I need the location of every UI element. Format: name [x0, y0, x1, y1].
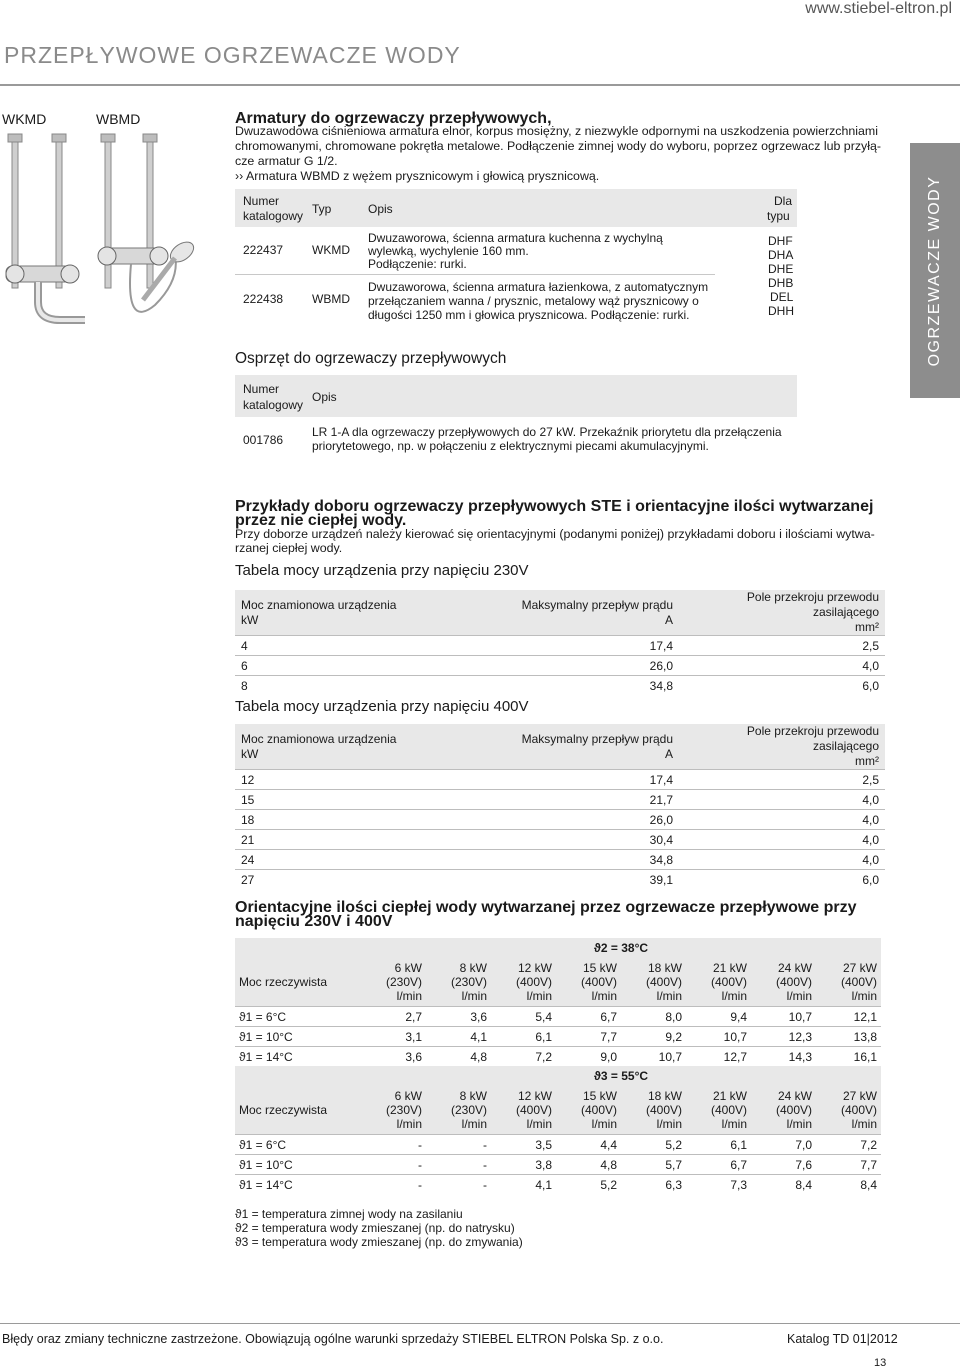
- tab400-moc: 27: [235, 870, 457, 890]
- col-unit: l/min: [396, 989, 422, 1003]
- moc-label: Moc rzeczywista: [235, 958, 361, 1007]
- cell: 12,1: [816, 1007, 881, 1027]
- side-tab-label: OGRZEWACZE WODY: [926, 175, 943, 367]
- osprzet-opis-1: LR 1-A dla ogrzewaczy przepływowych do 27 kW. Przekaźnik priorytetu dla przełączenia: [312, 425, 782, 439]
- side-tab: [910, 143, 960, 398]
- tab230-moc: 8: [235, 676, 457, 696]
- col-kw: 15 kW: [582, 961, 617, 975]
- cell: 4,1: [491, 1175, 556, 1195]
- col-volt: (230V): [450, 1103, 487, 1117]
- tab230-h2-2: A: [664, 612, 673, 627]
- col-unit: l/min: [396, 1117, 422, 1131]
- ilosci-table: [235, 938, 881, 1194]
- col-unit: l/min: [591, 1117, 617, 1131]
- cell: -: [426, 1155, 491, 1175]
- row-label: ϑ1 = 6°C: [235, 1007, 361, 1027]
- dla-typu-2: DHA: [768, 248, 794, 262]
- cell: 2,7: [361, 1007, 426, 1027]
- tab230-przekroj: 2,5: [679, 636, 885, 656]
- col-volt: (400V): [710, 975, 747, 989]
- cell: 10,7: [686, 1027, 751, 1047]
- osprzet-numer: 001786: [243, 433, 284, 447]
- armatura-1-opis-3: Podłączenie: rurki.: [368, 257, 467, 271]
- cell: 7,2: [491, 1047, 556, 1067]
- footer-note: Błędy oraz zmiany techniczne zastrzeżone. Obowiązują ogólne warunki sprzedaży STIEBEL ELTRON Polska Sp. z o.o.: [2, 1332, 664, 1346]
- cell: 4,1: [426, 1027, 491, 1047]
- legend-3: ϑ3 = temperatura wody zmieszanej (np. do zmywania): [235, 1235, 523, 1249]
- tab230-h1-1: Moc znamionowa urządzenia: [241, 597, 397, 612]
- table-row: [235, 1155, 881, 1175]
- tab230-przekroj: 6,0: [679, 676, 885, 696]
- row-label: ϑ1 = 10°C: [235, 1155, 361, 1175]
- armatura-2-numer: 222438: [243, 292, 284, 306]
- col-kw: 6 kW: [394, 961, 422, 975]
- table-row: [235, 870, 885, 890]
- col-unit: l/min: [786, 989, 812, 1003]
- tab400-h2-2: A: [664, 746, 673, 761]
- tab230-table: [235, 590, 885, 695]
- col-volt: (400V): [710, 1103, 747, 1117]
- cell: 6,7: [686, 1155, 751, 1175]
- table-row: [235, 1007, 881, 1027]
- tab400-prad: 34,8: [457, 850, 679, 870]
- cell: 12,3: [751, 1027, 816, 1047]
- cell: -: [426, 1175, 491, 1195]
- cell: 12,7: [686, 1047, 751, 1067]
- tab230-prad: 26,0: [457, 656, 679, 676]
- col-volt: (230V): [450, 975, 487, 989]
- cell: 5,2: [621, 1135, 686, 1155]
- tab230-prad: 17,4: [457, 636, 679, 656]
- tab400-przekroj: 4,0: [679, 810, 885, 830]
- osprzet-col-numer-1: Numer: [243, 382, 280, 396]
- cell: 8,4: [816, 1175, 881, 1195]
- tab400-przekroj: 4,0: [679, 850, 885, 870]
- ilosci-title-2: napięciu 230V i 400V: [235, 913, 393, 930]
- cell: 10,7: [621, 1047, 686, 1067]
- col-typ: Typ: [312, 202, 332, 216]
- ilosci-title-1: Orientacyjne ilości ciepłej wody wytwarzanej przez ogrzewacze przepływowe przy: [235, 899, 857, 916]
- tab400-h2-1: Maksymalny przepływ prądu: [521, 731, 673, 746]
- tab230-h3-2: mm²: [855, 620, 879, 634]
- cell: 8,0: [621, 1007, 686, 1027]
- osprzet-col-opis: Opis: [312, 390, 337, 404]
- table-row: [235, 656, 885, 676]
- cell: 6,3: [621, 1175, 686, 1195]
- armatury-text-3: cze armatur G 1/2.: [235, 154, 338, 168]
- cell: 9,2: [621, 1027, 686, 1047]
- row-label: ϑ1 = 14°C: [235, 1047, 361, 1067]
- cell: 8,4: [751, 1175, 816, 1195]
- website-url: www.stiebel-eltron.pl: [805, 0, 952, 17]
- table-row: [235, 810, 885, 830]
- cell: 3,6: [426, 1007, 491, 1027]
- faucet-wbmd-illustration: [95, 130, 205, 360]
- armatury-text-4: ›› Armatura WBMD z wężem prysznicowym i głowicą prysznicową.: [235, 169, 600, 183]
- cell: 9,0: [556, 1047, 621, 1067]
- osprzet-title: Osprzęt do ogrzewaczy przepływowych: [235, 350, 507, 367]
- tab400-moc: 21: [235, 830, 457, 850]
- armatura-2-typ: WBMD: [312, 292, 350, 306]
- page-title: PRZEPŁYWOWE OGRZEWACZE WODY: [4, 42, 461, 68]
- cell: 14,3: [751, 1047, 816, 1067]
- armatury-title: Armatury do ogrzewaczy przepływowych,: [235, 110, 552, 127]
- col-dla-1: Dla: [774, 194, 793, 208]
- col-unit: l/min: [461, 1117, 487, 1131]
- cell: -: [361, 1135, 426, 1155]
- col-kw: 8 kW: [459, 961, 487, 975]
- col-volt: (400V): [580, 1103, 617, 1117]
- legend-2: ϑ2 = temperatura wody zmieszanej (np. do natrysku): [235, 1221, 515, 1235]
- cell: 4,4: [556, 1135, 621, 1155]
- cell: -: [361, 1155, 426, 1175]
- armatury-text-2: chromowanymi, chromowane pokrętła metalowe. Podłączenie zimnej wody do wyboru, poprzez ogrzewacz lub przyłą-: [235, 139, 881, 153]
- col-kw: 27 kW: [842, 961, 877, 975]
- col-unit: l/min: [526, 1117, 552, 1131]
- table-row: [235, 1027, 881, 1047]
- col-kw: 12 kW: [517, 1089, 552, 1103]
- tab230-title: Tabela mocy urządzenia przy napięciu 230V: [235, 562, 529, 579]
- armatura-2-opis-1: Dwuzaworowa, ścienna armatura łazienkowa, z automatycznym: [368, 280, 709, 294]
- table-row: [235, 850, 885, 870]
- armatura-2-opis-2: przełączaniem wanna / prysznic, metalowy wąż prysznicowy o: [368, 294, 699, 308]
- cell: 7,7: [556, 1027, 621, 1047]
- tab400-moc: 12: [235, 770, 457, 790]
- moc-label: Moc rzeczywista: [235, 1086, 361, 1135]
- page-number: 13: [874, 1357, 887, 1369]
- tab400-moc: 15: [235, 790, 457, 810]
- col-unit: l/min: [851, 989, 877, 1003]
- col-volt: (400V): [580, 975, 617, 989]
- tab230-prad: 34,8: [457, 676, 679, 696]
- col-opis: Opis: [368, 202, 393, 216]
- col-kw: 24 kW: [777, 1089, 812, 1103]
- cell: 3,8: [491, 1155, 556, 1175]
- footer-divider: [0, 1323, 960, 1324]
- tab400-prad: 39,1: [457, 870, 679, 890]
- dla-typu-5: DEL: [770, 290, 794, 304]
- col-unit: l/min: [721, 1117, 747, 1131]
- armatura-2-opis-3: długości 1250 mm i głowica prysznicowa. Podłączenie: rurki.: [368, 308, 690, 322]
- col-volt: (400V): [645, 1103, 682, 1117]
- cell: 3,6: [361, 1047, 426, 1067]
- table-row: [235, 1135, 881, 1155]
- tab400-h3-2: mm²: [855, 754, 879, 768]
- cell: 7,0: [751, 1135, 816, 1155]
- product-label-wkmd: WKMD: [2, 111, 47, 127]
- col-dla-2: typu: [767, 209, 790, 223]
- tab400-przekroj: 6,0: [679, 870, 885, 890]
- col-volt: (400V): [775, 975, 812, 989]
- przyklady-title-1: Przykłady doboru ogrzewaczy przepływowych STE i orientacyjne ilości wytwarzanej: [235, 498, 874, 515]
- col-unit: l/min: [461, 989, 487, 1003]
- tab230-moc: 6: [235, 656, 457, 676]
- cell: 7,3: [686, 1175, 751, 1195]
- tab230-h3-1: Pole przekroju przewodu zasilającego: [746, 590, 879, 619]
- dla-typu-4: DHB: [768, 276, 794, 290]
- przyklady-text-1: Przy doborze urządzeń należy kierować się orientacyjnymi (podanymi poniżej) przykładami doboru i ilościami wytwa-: [235, 527, 875, 541]
- dla-typu-1: DHF: [768, 234, 793, 248]
- cell: 5,2: [556, 1175, 621, 1195]
- cell: 7,7: [816, 1155, 881, 1175]
- cell: 4,8: [426, 1047, 491, 1067]
- col-kw: 18 kW: [647, 1089, 682, 1103]
- row-divider: [235, 274, 715, 275]
- armatura-1-numer: 222437: [243, 243, 284, 257]
- table-row: [235, 676, 885, 696]
- col-volt: (400V): [840, 975, 877, 989]
- col-kw: 8 kW: [459, 1089, 487, 1103]
- faucet-wkmd-illustration: [0, 130, 100, 360]
- col-volt: (230V): [385, 975, 422, 989]
- col-unit: l/min: [721, 989, 747, 1003]
- table-row: [235, 1175, 881, 1195]
- cell: 9,4: [686, 1007, 751, 1027]
- tab400-prad: 21,7: [457, 790, 679, 810]
- row-label: ϑ1 = 10°C: [235, 1027, 361, 1047]
- table-row: [235, 830, 885, 850]
- tab400-h3-1: Pole przekroju przewodu zasilającego: [746, 724, 879, 753]
- table-row: [235, 1047, 881, 1067]
- cell: -: [426, 1135, 491, 1155]
- tab400-table: [235, 724, 885, 889]
- col-kw: 21 kW: [712, 1089, 747, 1103]
- col-unit: l/min: [656, 1117, 682, 1131]
- cell: 6,1: [686, 1135, 751, 1155]
- band-55: ϑ3 = 55°C: [361, 1066, 881, 1086]
- col-kw: 6 kW: [394, 1089, 422, 1103]
- col-volt: (230V): [385, 1103, 422, 1117]
- tab400-prad: 30,4: [457, 830, 679, 850]
- cell: 6,7: [556, 1007, 621, 1027]
- tab230-h2-1: Maksymalny przepływ prądu: [521, 597, 673, 612]
- col-kw: 27 kW: [842, 1089, 877, 1103]
- table-row: [235, 770, 885, 790]
- cell: 5,4: [491, 1007, 556, 1027]
- cell: 7,6: [751, 1155, 816, 1175]
- row-label: ϑ1 = 14°C: [235, 1175, 361, 1195]
- col-kw: 15 kW: [582, 1089, 617, 1103]
- tab400-przekroj: 4,0: [679, 830, 885, 850]
- cell: 16,1: [816, 1047, 881, 1067]
- cell: 13,8: [816, 1027, 881, 1047]
- przyklady-title-2: przez nie ciepłej wody.: [235, 512, 407, 529]
- tab400-prad: 26,0: [457, 810, 679, 830]
- cell: 4,8: [556, 1155, 621, 1175]
- cell: 6,1: [491, 1027, 556, 1047]
- cell: 7,2: [816, 1135, 881, 1155]
- tab230-h1-2: kW: [241, 612, 259, 627]
- col-volt: (400V): [515, 1103, 552, 1117]
- osprzet-opis-2: priorytetowego, np. w połączeniu z elektrycznymi piecami akumulacyjnymi.: [312, 439, 709, 453]
- tab400-przekroj: 4,0: [679, 790, 885, 810]
- cell: 5,7: [621, 1155, 686, 1175]
- armatury-text-1: Dwuzawodowa ciśnieniowa armatura elnor, korpus mosiężny, z niezwykle odpornymi na uszkodzenia powierzchniami: [235, 124, 879, 138]
- tab400-moc: 24: [235, 850, 457, 870]
- col-kw: 24 kW: [777, 961, 812, 975]
- tab400-h1-2: kW: [241, 746, 259, 761]
- col-kw: 18 kW: [647, 961, 682, 975]
- band-38: ϑ2 = 38°C: [361, 938, 881, 958]
- tab400-prad: 17,4: [457, 770, 679, 790]
- col-kw: 21 kW: [712, 961, 747, 975]
- cell: 10,7: [751, 1007, 816, 1027]
- header-divider: [0, 84, 960, 86]
- product-label-wbmd: WBMD: [96, 111, 141, 127]
- armatura-1-opis-2: wylewką, wychylenie 160 mm.: [368, 244, 529, 258]
- col-numer-1: Numer: [243, 194, 280, 208]
- dla-typu-3: DHE: [768, 262, 794, 276]
- tab400-title: Tabela mocy urządzenia przy napięciu 400V: [235, 698, 529, 715]
- col-volt: (400V): [840, 1103, 877, 1117]
- table-row: [235, 636, 885, 656]
- catalog-label: Katalog TD 01|2012: [787, 1332, 898, 1346]
- table-row: [235, 790, 885, 810]
- col-volt: (400V): [775, 1103, 812, 1117]
- tab400-h1-1: Moc znamionowa urządzenia: [241, 731, 397, 746]
- col-unit: l/min: [526, 989, 552, 1003]
- col-unit: l/min: [786, 1117, 812, 1131]
- row-label: ϑ1 = 6°C: [235, 1135, 361, 1155]
- cell: 3,1: [361, 1027, 426, 1047]
- dla-typu-6: DHH: [768, 304, 794, 318]
- col-unit: l/min: [851, 1117, 877, 1131]
- osprzet-col-numer-2: katalogowy: [243, 398, 304, 412]
- col-unit: l/min: [591, 989, 617, 1003]
- col-volt: (400V): [645, 975, 682, 989]
- col-volt: (400V): [515, 975, 552, 989]
- cell: 3,5: [491, 1135, 556, 1155]
- tab400-moc: 18: [235, 810, 457, 830]
- armatura-1-opis-1: Dwuzaworowa, ścienna armatura kuchenna z wychylną: [368, 231, 663, 245]
- cell: -: [361, 1175, 426, 1195]
- przyklady-text-2: rzanej ciepłej wody.: [235, 541, 343, 555]
- armatura-1-typ: WKMD: [312, 243, 350, 257]
- tab400-przekroj: 2,5: [679, 770, 885, 790]
- col-kw: 12 kW: [517, 961, 552, 975]
- tab230-moc: 4: [235, 636, 457, 656]
- col-numer-2: katalogowy: [243, 209, 304, 223]
- tab230-przekroj: 4,0: [679, 656, 885, 676]
- legend-1: ϑ1 = temperatura zimnej wody na zasilaniu: [235, 1207, 463, 1221]
- col-unit: l/min: [656, 989, 682, 1003]
